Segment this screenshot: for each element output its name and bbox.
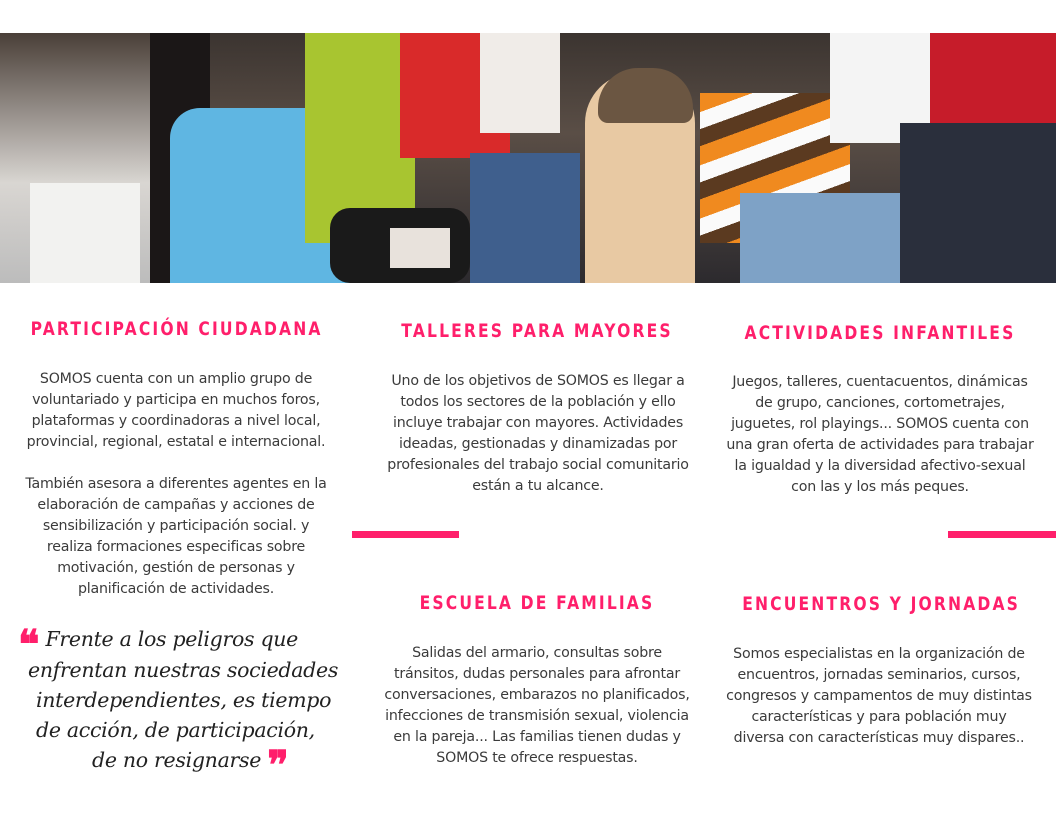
quote-line-4: de acción, de participación, [36, 718, 315, 742]
photo-shorts [740, 193, 920, 283]
section-title-infantiles: ACTIVIDADES INFANTILES [744, 322, 1016, 344]
section-title-familias: ESCUELA DE FAMILIAS [419, 592, 655, 614]
photo-book [390, 228, 450, 268]
section-text-infantiles: Juegos, talleres, cuentacuentos, dinámicas de grupo, canciones, cortometrajes, juguetes, rol playings... SOMOS cuenta con una gran oferta de actividades para trabajar la igualdad y la diversidad afectivo-sexual con las y los más peques. [726, 374, 1034, 495]
photo-boy-hair [598, 68, 693, 123]
section-title-encuentros: ENCUENTROS Y JORNADAS [742, 593, 1021, 615]
section-title-talleres: TALLERES PARA MAYORES [401, 320, 673, 342]
quote-line-3: interdependientes, es tiempo [36, 688, 332, 712]
section-text-talleres: Uno de los objetivos de SOMOS es llegar a todos los sectores de la población y ello incluye trabajar con mayores. Actividades ideadas, gestionadas y dinamizadas por profesionales del trabajo social comunitario están a tu alcance. [387, 373, 689, 494]
photo-dark-legs [900, 123, 1056, 283]
accent-bar-left [352, 531, 459, 538]
pull-quote [18, 621, 339, 789]
accent-bar-right [948, 531, 1056, 538]
participacion-paragraph-2: También asesora a diferentes agentes en la elaboración de campañas y acciones de sensibilización y participación social. y realiza formaciones especificas sobre motivación, gestión de personas y planificación de actividades. [25, 476, 327, 597]
section-text-encuentros: Somos especialistas en la organización de encuentros, jornadas seminarios, cursos, congresos y campamentos de muy distintas características y para población muy diversa con características muy dispares.. [726, 646, 1032, 746]
section-text-participacion [20, 369, 332, 600]
quote-line-5: de no resignarse ❞ [92, 742, 289, 789]
open-quote-icon: ❝ [18, 621, 40, 668]
header-photo [0, 33, 1056, 283]
participacion-paragraph-1: SOMOS cuenta con un amplio grupo de voluntariado y participa en muchos foros, plataformas y coordinadoras a nivel local, provincial, regional, estatal e internacional. [26, 371, 326, 450]
close-quote-icon: ❞ [267, 742, 289, 789]
photo-white-shirt [30, 183, 140, 283]
photo-jeans [470, 153, 580, 283]
section-title-participacion: PARTICIPACIÓN CIUDADANA [30, 318, 323, 340]
photo-red-top [930, 33, 1056, 123]
quote-line-1: ❝ Frente a los peligros que [18, 621, 298, 668]
section-text-familias: Salidas del armario, consultas sobre tránsitos, dudas personales para afrontar conversaciones, embarazos no planificados, infecciones de transmisión sexual, violencia en la pareja... Las familias tienen dudas y SOMOS te ofrece respuestas. [384, 645, 690, 766]
photo-white-top [480, 33, 560, 133]
quote-line-2: enfrentan nuestras sociedades [28, 658, 339, 682]
